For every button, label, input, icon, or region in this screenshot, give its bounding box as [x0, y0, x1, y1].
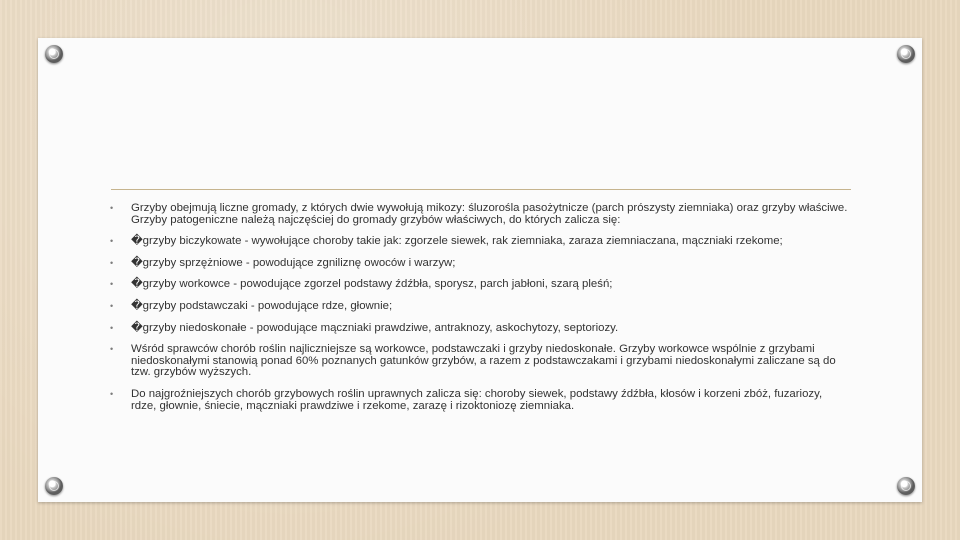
list-item-text: �grzyby niedoskonałe - powodujące mączniaki prawdziwe, antraknozy, askochytozy, septoriozy.: [131, 321, 619, 334]
bullet-icon: •: [110, 322, 114, 333]
list-item-text: Wśród sprawców chorób roślin najliczniejsze są workowce, podstawczaki i grzyby niedoskonałe. Grzyby workowce wspólnie z grzybami niedoskonałymi stanowią ponad 60% poznanych gatunków grzybów, a razem z podstawczakami i grzybami niedoskonałymi zaliczane są do tzw. grzybów wyższych.: [131, 343, 836, 379]
list-item-text: �grzyby sprzężniowe - powodujące zgniliznę owoców i warzyw;: [131, 256, 456, 269]
list-item: [110, 323, 850, 335]
pushpin-icon: [897, 45, 915, 63]
list-item: [110, 279, 850, 291]
list-item: [110, 301, 850, 313]
pushpin-icon: [897, 477, 915, 495]
bullet-icon: •: [110, 388, 114, 399]
bullet-icon: •: [110, 279, 114, 290]
list-item-text: �grzyby workowce - powodujące zgorzel podstawy źdźbła, sporysz, parch jabłoni, szarą pleśń;: [131, 278, 613, 291]
list-item: [110, 258, 850, 270]
list-item: [110, 344, 850, 379]
list-item-text: �grzyby biczykowate - wywołujące choroby takie jak: zgorzele siewek, rak ziemniaka, zaraza ziemniaczana, mączniaki rzekome;: [131, 235, 783, 248]
bullet-icon: •: [110, 300, 114, 311]
list-item-text: Grzyby obejmują liczne gromady, z których dwie wywołują mikozy: śluzorośla pasożytnicze (parch prószysty ziemniaka) oraz grzyby właściwe. Grzyby patogeniczne należą najczęściej do gromady grzybów właściwych, do których zalicza się:: [131, 202, 848, 226]
list-item-text: �grzyby podstawczaki - powodujące rdze, głownie;: [131, 299, 393, 312]
title-divider: [111, 189, 851, 190]
list-item: [110, 236, 850, 248]
bullet-icon: •: [110, 203, 114, 213]
list-item-text: Do najgroźniejszych chorób grzybowych roślin uprawnych zalicza się: choroby siewek, podstawy źdźbła, kłosów i korzeni zbóż, fuzariozy, rdze, głownie, śniecie, mączniaki prawdziwe i rzekome, zarazę i rizoktoniozę ziemniaka.: [131, 387, 823, 412]
bullet-icon: •: [110, 344, 114, 355]
list-item: [110, 203, 850, 226]
pushpin-icon: [45, 477, 63, 495]
bullet-icon: •: [110, 257, 114, 268]
pushpin-icon: [45, 45, 63, 63]
bullet-list: [110, 203, 850, 422]
list-item: [110, 389, 850, 412]
bullet-icon: •: [110, 236, 114, 247]
